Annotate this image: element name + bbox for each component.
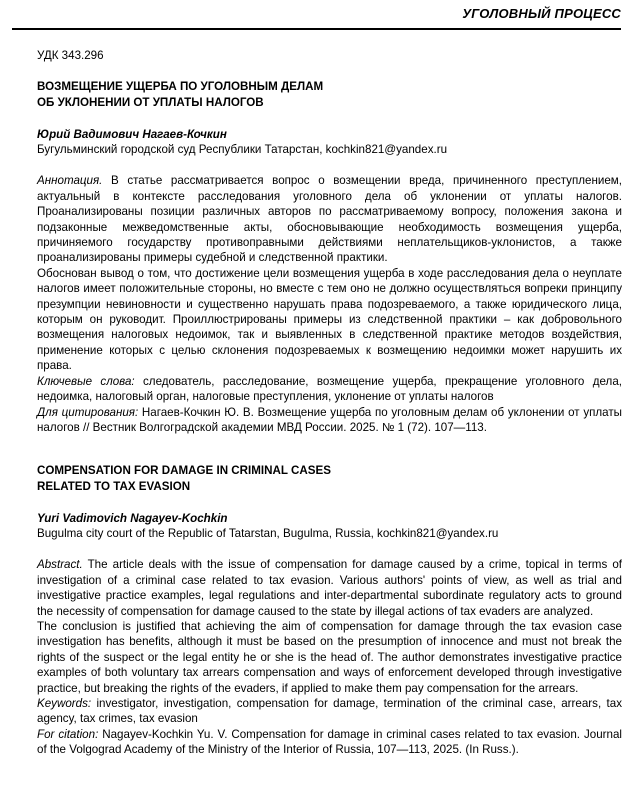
section-gap [37, 435, 622, 463]
en-title-line-2: RELATED TO TAX EVASION [37, 479, 191, 493]
section-title: УГОЛОВНЫЙ ПРОЦЕСС [462, 6, 621, 21]
ru-abstract-paragraph-2 [37, 266, 622, 374]
running-header [0, 0, 631, 40]
ru-citation-label: Для цитирования: [37, 405, 139, 419]
ru-affiliation: Бугульминский городской суд Республики Татарстан, kochkin821@yandex.ru [37, 143, 448, 156]
ru-keywords [37, 374, 622, 405]
en-author-name: Yuri Vadimovich Nagayev-Kochkin [37, 511, 228, 525]
en-keywords [37, 696, 622, 727]
en-affiliation: Bugulma city court of the Republic of Tatarstan, Bugulma, Russia, kochkin821@yandex.ru [37, 526, 499, 540]
en-keywords-label: Keywords: [37, 696, 92, 710]
en-abstract-paragraph-2 [37, 619, 622, 696]
ru-abstract-label: Аннотация. [37, 174, 103, 188]
en-section [37, 463, 622, 757]
en-title-line-1: COMPENSATION FOR DAMAGE IN CRIMINAL CASES [37, 464, 331, 478]
ru-abstract-text-1: В статье рассматривается вопрос о возмещении вреда, причиненного преступлением, актуальный в контексте расследования уголовного дела об уклонении от уплаты налогов. Проанализированы позиции различных авторов по рассматриваемому вопросу, положения закона и подзаконные межведомственные акты, обосновывающие необходимость возмещения ущерба, причиняемого государству противоправными действиями неплательщиков-уклонистов, а также проанализированы примеры судебной и следственной практики. [37, 174, 622, 265]
ru-keywords-label: Ключевые слова: [37, 374, 135, 388]
ru-article-title [37, 79, 622, 110]
ru-citation-text: Нагаев-Кочкин Ю. В. Возмещение ущерба по уголовным делам об уклонении от уплаты налогов // Вестник Волгоградской академии МВД России. 2025. № 1 (72). 107—113. [37, 405, 622, 434]
en-article-title [37, 463, 622, 494]
ru-author-name: Юрий Вадимович Нагаев-Кочкин [37, 127, 227, 141]
en-citation [37, 727, 622, 758]
ru-abstract-paragraph-1 [37, 173, 622, 265]
ru-citation [37, 405, 622, 436]
en-abstract-paragraph-1 [37, 557, 622, 619]
en-abstract-text-2: The conclusion is justified that achieving the aim of compensation for damage through the tax evasion case investigation has benefits, although it must be based on the presumption of innocence and must not break the rights of the suspect or the legal entity he or she is the head of. The author demonstrates investigative practice examples of both voluntary tax arrears compensation and ways of enforcement developed through investigative practice, but breaking the rights of the evaders, if applied to make them pay compensation for the arrears. [37, 619, 622, 695]
ru-title-line-1: ВОЗМЕЩЕНИЕ УЩЕРБА ПО УГОЛОВНЫМ ДЕЛАМ [37, 80, 324, 94]
en-abstract-text-1: The article deals with the issue of compensation for damage caused by a crime, topical in terms of investigation of a criminal case related to tax evasion. Various authors' points of view, as well as trial and investigative practice examples, legal regulations and inter-departmental subordinate regulatory acts to ground the necessity of compensation for damage caused to the state by illegal actions of tax evaders are analyzed. [37, 558, 622, 618]
en-citation-text: Nagayev-Kochkin Yu. V. Compensation for damage in criminal cases related to tax evasion. Journal of the Volgograd Academy of the Ministry of the Interior of Russia, 107—113, 2025. (In Russ.). [37, 727, 622, 757]
ru-section [37, 48, 622, 435]
en-abstract-label: Abstract. [37, 558, 83, 572]
article-body [37, 48, 622, 758]
udk-code: УДК 343.296 [37, 49, 104, 62]
ru-title-line-2: ОБ УКЛОНЕНИИ ОТ УПЛАТЫ НАЛОГОВ [37, 96, 264, 109]
ru-abstract-text-2: Обоснован вывод о том, что достижение цели возмещения ущерба в ходе расследования дела о неуплате налогов имеет положительные стороны, но вместе с тем оно не должно осуществляться вопреки принципу презумпции невиновности и существенно нарушать права подозреваемого, а также юридического лица, которым он руководит. Проиллюстрированы примеры из следственной практики – как добровольного возмещения налоговых недоимок, так и выявленных в следственной практике методов воздействия, применение которых с целью склонения подозреваемых к возмещению недоимки может нарушить их права. [37, 266, 622, 373]
en-citation-label: For citation: [37, 727, 99, 741]
en-keywords-text: investigator, investigation, compensation for damage, termination of the criminal case, arrears, tax agency, tax crimes, tax evasion [37, 696, 622, 726]
header-rule [12, 28, 621, 30]
ru-keywords-text: следователь, расследование, возмещение ущерба, прекращение уголовного дела, недоимка, налоговый орган, налоговые преступления, уклонение от уплаты налогов [37, 374, 622, 404]
